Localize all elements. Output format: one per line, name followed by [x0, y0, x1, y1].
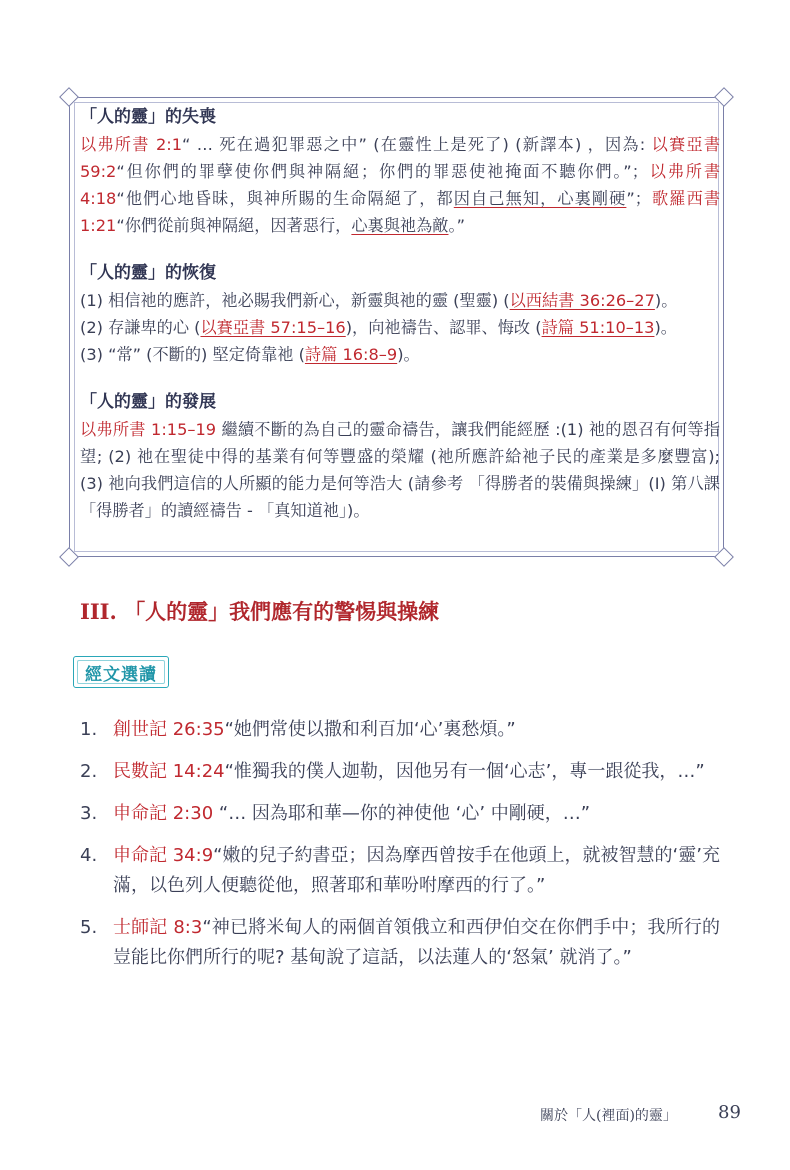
running-footer-title: 關於「人(裡面)的靈」 — [540, 1108, 677, 1124]
verse-body — [113, 757, 720, 787]
paragraph-loss — [80, 131, 720, 239]
restore-item-2 — [80, 314, 720, 341]
badge-label: 經文選讀 — [85, 664, 157, 685]
scripture-reference: 申命記 2:30 — [113, 803, 214, 824]
section-restore — [80, 260, 720, 368]
verse-item — [80, 799, 720, 829]
verse-list — [80, 715, 720, 985]
verse-item — [80, 841, 720, 901]
scripture-reference: 以弗所書 1:15–19 — [80, 420, 217, 439]
quote-text: 。” — [448, 216, 465, 235]
item-text: (1) 相信祂的應許，祂必賜我們新心，新靈與祂的靈 (聖靈) ( — [80, 291, 510, 310]
verse-number: 5. — [80, 917, 98, 938]
verse-number: 4. — [80, 845, 98, 866]
verse-body — [113, 841, 720, 901]
verse-item — [80, 715, 720, 745]
verse-number: 1. — [80, 719, 98, 740]
frame-corner-ornament — [714, 547, 734, 567]
frame-corner-ornament — [59, 87, 79, 107]
scripture-reference: 士師記 8:3 — [113, 917, 203, 938]
scripture-reference: 創世記 26:35 — [113, 719, 225, 740]
paragraph-develop — [80, 416, 720, 524]
paragraph-text: 繼續不斷的為自己的靈命禱告，讓我們能經歷 :(1) 祂的恩召有何等指望; (2) 祂在聖徒中得的基業有何等豐盛的榮耀 (祂所應許給祂子民的產業是多麼豐富); (3) 祂向我們這信的人所顯的能力是何等浩大 (請參考 「得勝者的裝備與操練」(I) 第八課「得勝者」的讀經禱告 - 「真知道祂」)。 — [80, 420, 720, 520]
verse-number: 2. — [80, 761, 98, 782]
section-heading-loss: 「人的靈」的失喪 — [80, 107, 216, 127]
scripture-reference: 以弗所書 4:18 — [80, 162, 721, 208]
verse-text: “惟獨我的僕人迦勒，因他另有一個‘心志’，專一跟從我，…” — [224, 761, 705, 782]
section-loss — [80, 104, 720, 239]
scripture-box-content — [80, 104, 720, 545]
verse-text: “嫩的兒子約書亞；因為摩西曾按手在他頭上，就被智慧的‘靈’充滿，以色列人便聽從他，照著耶和華吩咐摩西的行了。” — [113, 845, 720, 896]
scripture-reference: 以賽亞書 59:2 — [80, 135, 721, 181]
quote-text: “他們心地昏昧，與神所賜的生命隔絕了，都 — [116, 189, 454, 208]
verse-text: “她們常使以撒和利百加‘心’裏愁煩。” — [224, 719, 516, 740]
verse-item — [80, 913, 720, 973]
scripture-reference: 詩篇 16:8–9 — [304, 345, 398, 364]
item-text: (3) “常” (不斷的) 堅定倚靠祂 ( — [80, 345, 305, 364]
scripture-reference: 詩篇 51:10–13 — [541, 318, 655, 337]
quote-text: ”； — [626, 189, 651, 208]
verse-text: “神已將米甸人的兩個首領俄立和西伊伯交在你們手中；我所行的豈能比你們所行的呢? 基甸說了這話，以法蓮人的‘怒氣’ 就消了。” — [113, 917, 720, 968]
underlined-phrase: 心裏與祂為敵 — [351, 216, 449, 235]
item-text: )。 — [397, 345, 420, 364]
scripture-reading-badge — [73, 656, 169, 688]
quote-text: “但你們的罪孽使你們與神隔絕；你們的罪惡使祂掩面不聽你們。”； — [116, 162, 648, 181]
item-text: (2) 存謙卑的心 ( — [80, 318, 201, 337]
scripture-reference: 以西結書 36:26–27 — [509, 291, 655, 310]
verse-body — [113, 913, 720, 973]
quote-text: “ … 死在過犯罪惡之中” (在靈性上是死了) (新譯本) ，因為: — [182, 135, 652, 154]
section-heading-develop: 「人的靈」的發展 — [80, 392, 216, 412]
scripture-reference: 以賽亞書 57:15–16 — [200, 318, 346, 337]
scripture-reference: 以弗所書 2:1 — [80, 135, 183, 154]
item-text: )。 — [654, 318, 677, 337]
item-text: )。 — [654, 291, 678, 310]
scripture-reference: 民數記 14:24 — [113, 761, 225, 782]
verse-number: 3. — [80, 803, 98, 824]
scripture-reference: 歌羅西書 1:21 — [80, 189, 721, 235]
verse-text: “… 因為耶和華—你的神使他 ‘心’ 中剛硬，…” — [213, 803, 591, 824]
underlined-phrase: 因自己無知，心裏剛硬 — [453, 189, 627, 208]
restore-item-1 — [80, 287, 720, 314]
verse-body — [113, 799, 720, 829]
section-develop — [80, 389, 720, 524]
scripture-reference: 申命記 34:9 — [113, 845, 214, 866]
section-title: III. 「人的靈」我們應有的警惕與操練 — [80, 599, 440, 624]
frame-corner-ornament — [59, 547, 79, 567]
section-heading-restore: 「人的靈」的恢復 — [80, 263, 216, 283]
verse-item — [80, 757, 720, 787]
verse-body — [113, 715, 720, 745]
page-number: 89 — [718, 1102, 741, 1123]
quote-text: “你們從前與神隔絕，因著惡行， — [116, 216, 352, 235]
item-text: )，向祂禱告、認罪、悔改 ( — [345, 318, 542, 337]
restore-item-3 — [80, 341, 720, 368]
